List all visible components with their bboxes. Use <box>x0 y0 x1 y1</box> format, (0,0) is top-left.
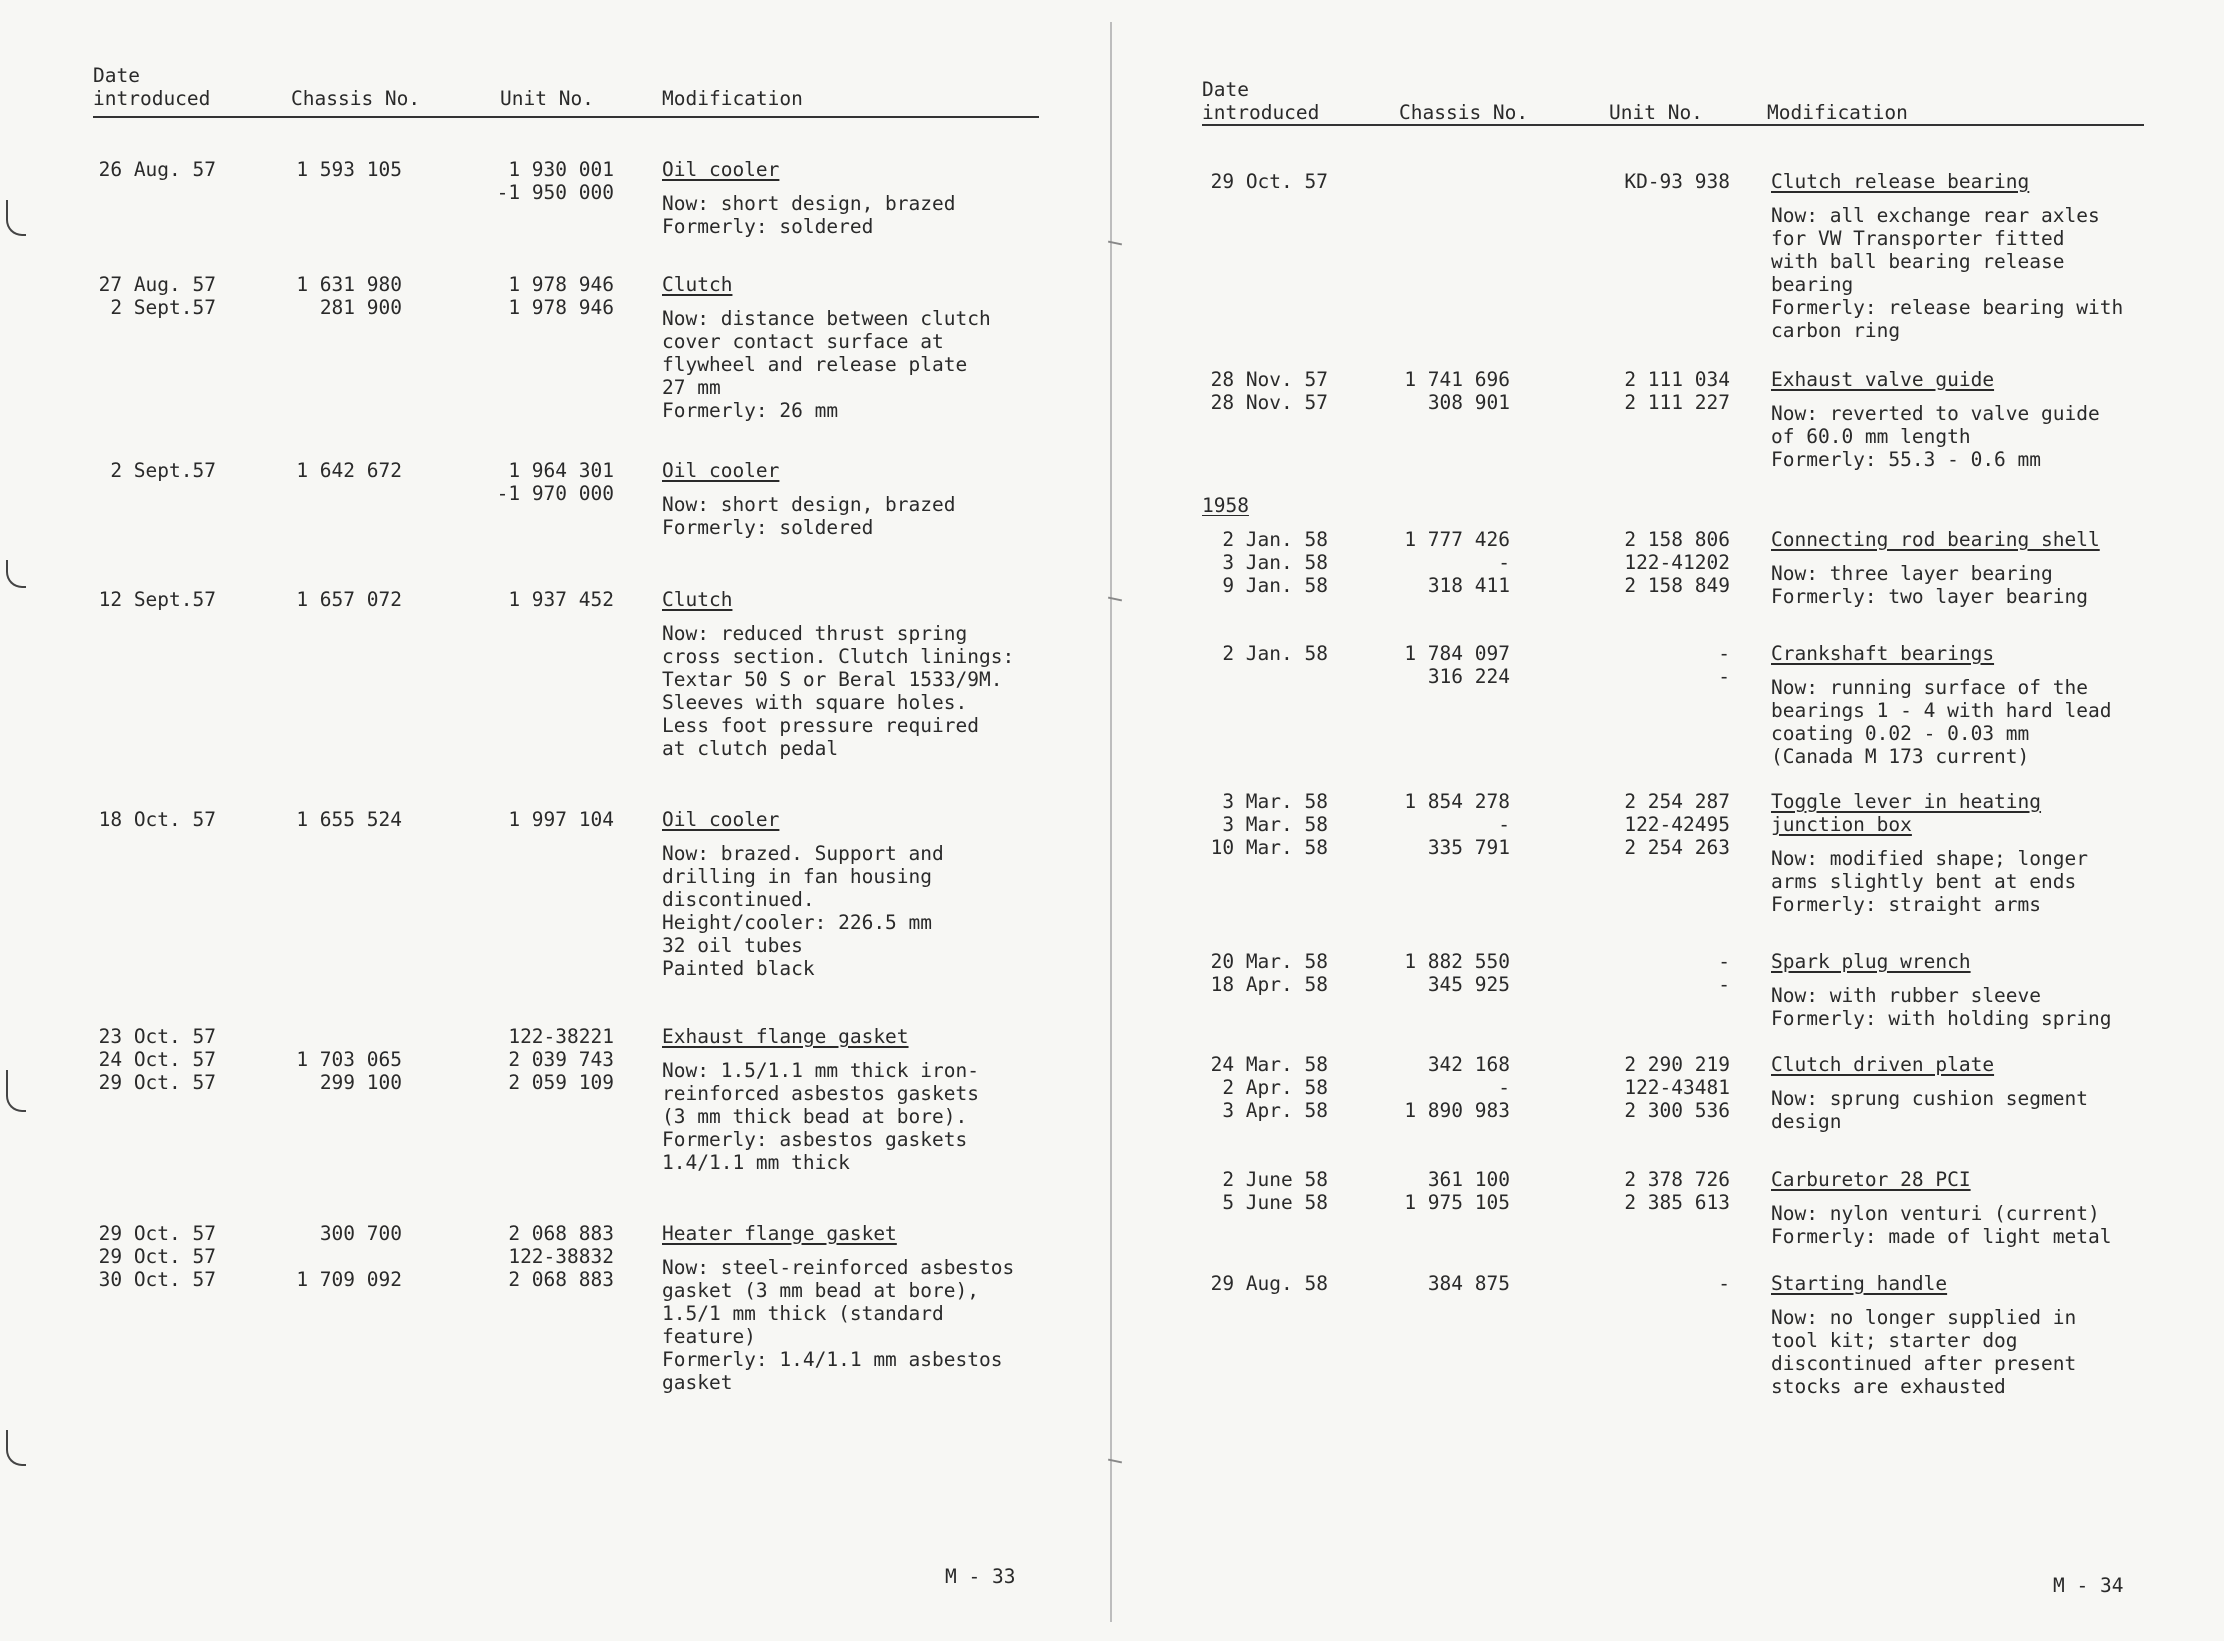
description-line: Formerly: 55.3 - 0.6 mm <box>1771 448 2042 471</box>
unit-cell <box>1590 528 1730 597</box>
modification-cell <box>1771 528 2201 608</box>
description-line: Formerly: asbestos gaskets <box>662 1128 968 1151</box>
description-line: bearings 1 - 4 with hard lead <box>1771 699 2112 722</box>
header-rule <box>93 116 1039 118</box>
modification-cell <box>1771 950 2201 1030</box>
chassis-cell <box>1390 1053 1510 1122</box>
chassis-number: 361 100 <box>1427 1168 1510 1191</box>
chassis-number: 345 925 <box>1427 973 1510 996</box>
chassis-cell <box>1390 950 1510 996</box>
modification-title: Oil cooler <box>662 808 780 831</box>
header-rule <box>1202 124 2144 126</box>
description-line: Now: no longer supplied in <box>1771 1306 2077 1329</box>
date-value: 3 Jan. 58 <box>1222 551 1328 574</box>
header-unit: Unit No. <box>500 87 594 110</box>
chassis-number: 299 100 <box>319 1071 402 1094</box>
date-cell <box>1190 1168 1328 1214</box>
unit-number: 2 068 883 <box>508 1222 614 1245</box>
description-line: Now: distance between clutch <box>662 307 991 330</box>
chassis-number: 1 642 672 <box>296 459 402 482</box>
description-line: Now: three layer bearing <box>1771 562 2053 585</box>
unit-cell <box>480 808 614 831</box>
date-value: 2 Apr. 58 <box>1222 1076 1328 1099</box>
date-value: 5 June 58 <box>1222 1191 1328 1214</box>
unit-cell <box>1590 1168 1730 1214</box>
description-line: design <box>1771 1110 1842 1133</box>
description-line: Formerly: made of light metal <box>1771 1225 2112 1248</box>
date-value: 28 Nov. 57 <box>1210 368 1328 391</box>
modification-title: Clutch release bearing <box>1771 170 2030 193</box>
chassis-number <box>280 1025 402 1048</box>
date-value: 26 Aug. 57 <box>98 158 216 181</box>
description-line: discontinued. <box>662 888 815 911</box>
unit-cell <box>480 459 614 505</box>
chassis-cell <box>1390 1272 1510 1295</box>
chassis-cell <box>280 1222 402 1291</box>
unit-number: 122-42495 <box>1624 813 1730 836</box>
header-date-line2: introduced <box>1202 101 1320 124</box>
description-line: coating 0.02 - 0.03 mm <box>1771 722 2030 745</box>
description-line: Now: brazed. Support and <box>662 842 944 865</box>
date-cell <box>80 588 216 611</box>
description-line: Now: sprung cushion segment <box>1771 1087 2088 1110</box>
modification-description <box>662 192 1082 238</box>
chassis-number: 300 700 <box>319 1222 402 1245</box>
page-number: M - 33 <box>945 1565 1016 1588</box>
chassis-number: 1 709 092 <box>296 1268 402 1291</box>
description-line: arms slightly bent at ends <box>1771 870 2077 893</box>
description-line: (3 mm thick bead at bore). <box>662 1105 968 1128</box>
unit-number: 2 068 883 <box>508 1268 614 1291</box>
description-line: (Canada M 173 current) <box>1771 745 2030 768</box>
modification-cell <box>662 1222 1082 1394</box>
date-value: 24 Mar. 58 <box>1210 1053 1328 1076</box>
date-cell <box>1190 950 1328 996</box>
chassis-number: 1 703 065 <box>296 1048 402 1071</box>
date-cell <box>1190 170 1328 193</box>
unit-number: - <box>1718 642 1730 665</box>
modification-cell <box>1771 642 2201 768</box>
description-line: bearing <box>1771 273 1854 296</box>
modification-description <box>662 1256 1082 1394</box>
chassis-cell <box>280 273 402 319</box>
modification-description <box>1771 204 2201 342</box>
header-date-line2: introduced <box>93 87 211 110</box>
modification-cell <box>662 588 1082 760</box>
right-page <box>1110 0 2224 1641</box>
date-value: 10 Mar. 58 <box>1210 836 1328 859</box>
modification-description <box>662 1059 1082 1174</box>
description-line: drilling in fan housing <box>662 865 933 888</box>
chassis-number: 1 854 278 <box>1404 790 1510 813</box>
unit-number: 122-38221 <box>508 1025 614 1048</box>
unit-number: -1 950 000 <box>496 181 614 204</box>
chassis-number: 318 411 <box>1427 574 1510 597</box>
unit-number: 2 254 263 <box>1624 836 1730 859</box>
description-line: at clutch pedal <box>662 737 839 760</box>
description-line: with ball bearing release <box>1771 250 2065 273</box>
unit-number: KD-93 938 <box>1624 170 1730 193</box>
chassis-cell <box>280 808 402 831</box>
modification-cell <box>1771 1168 2201 1248</box>
description-line: 1.5/1 mm thick (standard <box>662 1302 944 1325</box>
date-value: 28 Nov. 57 <box>1210 391 1328 414</box>
date-value: 23 Oct. 57 <box>98 1025 216 1048</box>
binder-hole-mark <box>6 1070 26 1112</box>
chassis-number: - <box>1498 551 1510 574</box>
description-line: 27 mm <box>662 376 721 399</box>
unit-number: 122-38832 <box>508 1245 614 1268</box>
modification-cell <box>662 808 1082 980</box>
description-line: gasket <box>662 1371 733 1394</box>
unit-number: 122-43481 <box>1624 1076 1730 1099</box>
modification-cell <box>1771 368 2201 471</box>
modification-title: Toggle lever in heating <box>1771 790 2042 813</box>
chassis-number: 384 875 <box>1427 1272 1510 1295</box>
modification-cell <box>1771 790 2201 916</box>
date-value: 2 June 58 <box>1222 1168 1328 1191</box>
modification-cell <box>662 1025 1082 1174</box>
unit-cell <box>1590 1272 1730 1295</box>
chassis-number: 1 784 097 <box>1404 642 1510 665</box>
description-line: Now: running surface of the <box>1771 676 2088 699</box>
description-line: Now: short design, brazed <box>662 192 956 215</box>
unit-number: 2 254 287 <box>1624 790 1730 813</box>
date-value: 20 Mar. 58 <box>1210 950 1328 973</box>
description-line: Formerly: straight arms <box>1771 893 2042 916</box>
description-line: Painted black <box>662 957 815 980</box>
unit-number: 2 039 743 <box>508 1048 614 1071</box>
chassis-number: 1 777 426 <box>1404 528 1510 551</box>
chassis-number: 316 224 <box>1427 665 1510 688</box>
date-cell <box>80 158 216 181</box>
unit-cell <box>480 588 614 611</box>
unit-number: 2 290 219 <box>1624 1053 1730 1076</box>
modification-title: Clutch driven plate <box>1771 1053 1995 1076</box>
modification-description <box>1771 562 2201 608</box>
modification-description <box>1771 676 2201 768</box>
modification-description <box>662 622 1082 760</box>
chassis-number: 308 901 <box>1427 391 1510 414</box>
chassis-number: 281 900 <box>319 296 402 319</box>
header-date <box>1202 78 1319 124</box>
modification-description <box>1771 1087 2201 1133</box>
chassis-number: - <box>1498 1076 1510 1099</box>
unit-cell <box>480 158 614 204</box>
description-line: Formerly: 1.4/1.1 mm asbestos <box>662 1348 1003 1371</box>
description-line: reinforced asbestos gaskets <box>662 1082 979 1105</box>
date-value: 29 Oct. 57 <box>98 1071 216 1094</box>
unit-number: 2 158 849 <box>1624 574 1730 597</box>
unit-cell <box>1590 1053 1730 1122</box>
date-cell <box>80 1025 216 1094</box>
description-line: for VW Transporter fitted <box>1771 227 2065 250</box>
chassis-cell <box>1390 368 1510 414</box>
chassis-number <box>1390 170 1510 193</box>
description-line: flywheel and release plate <box>662 353 968 376</box>
date-value: 30 Oct. 57 <box>98 1268 216 1291</box>
chassis-number: 1 882 550 <box>1404 950 1510 973</box>
description-line: Sleeves with square holes. <box>662 691 968 714</box>
description-line: 1.4/1.1 mm thick <box>662 1151 850 1174</box>
date-cell <box>1190 1053 1328 1122</box>
modification-title: Starting handle <box>1771 1272 1948 1295</box>
description-line: Now: modified shape; longer <box>1771 847 2088 870</box>
date-cell <box>1190 790 1328 859</box>
header-date-line1: Date <box>93 64 140 87</box>
modification-title: Clutch <box>662 273 733 296</box>
unit-number: 2 378 726 <box>1624 1168 1730 1191</box>
chassis-cell <box>1390 170 1510 193</box>
description-line: Formerly: soldered <box>662 516 874 539</box>
description-line: of 60.0 mm length <box>1771 425 1971 448</box>
unit-cell <box>480 1025 614 1094</box>
date-value: 2 Jan. 58 <box>1222 528 1328 551</box>
date-value: 29 Oct. 57 <box>98 1222 216 1245</box>
date-value: 27 Aug. 57 <box>98 273 216 296</box>
header-chassis: Chassis No. <box>291 87 421 110</box>
header-modification: Modification <box>662 87 803 110</box>
modification-title: Heater flange gasket <box>662 1222 897 1245</box>
description-line: gasket (3 mm bead at bore), <box>662 1279 979 1302</box>
date-value: 29 Oct. 57 <box>1210 170 1328 193</box>
unit-number: 2 111 227 <box>1624 391 1730 414</box>
modification-description <box>662 307 1082 422</box>
unit-cell <box>1590 368 1730 414</box>
description-line: Formerly: with holding spring <box>1771 1007 2112 1030</box>
unit-cell <box>1590 170 1730 193</box>
modification-title: Crankshaft bearings <box>1771 642 1995 665</box>
modification-cell <box>1771 1272 2201 1398</box>
unit-number: 1 937 452 <box>508 588 614 611</box>
date-value: 2 Sept.57 <box>110 296 216 319</box>
unit-number: 2 158 806 <box>1624 528 1730 551</box>
description-line: Now: nylon venturi (current) <box>1771 1202 2100 1225</box>
unit-cell <box>480 273 614 319</box>
description-line: Now: all exchange rear axles <box>1771 204 2100 227</box>
modification-title: Oil cooler <box>662 459 780 482</box>
year-label: 1958 <box>1202 494 1249 517</box>
unit-number: 1 930 001 <box>508 158 614 181</box>
chassis-number: 1 741 696 <box>1404 368 1510 391</box>
unit-number: - <box>1718 973 1730 996</box>
modification-description <box>1771 402 2201 471</box>
description-line: feature) <box>662 1325 756 1348</box>
date-cell <box>1190 1272 1328 1295</box>
description-line: cross section. Clutch linings: <box>662 645 1015 668</box>
description-line: Now: reverted to valve guide <box>1771 402 2100 425</box>
date-cell <box>80 808 216 831</box>
header-date <box>93 64 210 110</box>
description-line: discontinued after present <box>1771 1352 2077 1375</box>
chassis-cell <box>280 1025 402 1094</box>
unit-number: 122-41202 <box>1624 551 1730 574</box>
modification-description <box>1771 1306 2201 1398</box>
page-number: M - 34 <box>2053 1574 2124 1597</box>
modification-cell <box>662 459 1082 539</box>
modification-description <box>1771 1202 2201 1248</box>
date-cell <box>1190 642 1328 665</box>
description-line: Less foot pressure required <box>662 714 979 737</box>
date-value: 2 Jan. 58 <box>1222 642 1328 665</box>
date-value: 18 Oct. 57 <box>98 808 216 831</box>
unit-number: 1 964 301 <box>508 459 614 482</box>
modification-description <box>662 842 1082 980</box>
header-date-line1: Date <box>1202 78 1249 101</box>
modification-title: Spark plug wrench <box>1771 950 1971 973</box>
date-value: 29 Aug. 58 <box>1210 1272 1328 1295</box>
date-value: 24 Oct. 57 <box>98 1048 216 1071</box>
chassis-cell <box>280 459 402 482</box>
modification-title: junction box <box>1771 813 1912 836</box>
description-line: Height/cooler: 226.5 mm <box>662 911 933 934</box>
description-line: Now: steel-reinforced asbestos <box>662 1256 1015 1279</box>
chassis-number: 1 593 105 <box>296 158 402 181</box>
unit-number: - <box>1718 950 1730 973</box>
chassis-cell <box>280 588 402 611</box>
chassis-number: 335 791 <box>1427 836 1510 859</box>
modification-title: Exhaust valve guide <box>1771 368 1995 391</box>
date-cell <box>80 1222 216 1291</box>
unit-number: 2 059 109 <box>508 1071 614 1094</box>
chassis-cell <box>1390 528 1510 597</box>
description-line: Formerly: 26 mm <box>662 399 839 422</box>
description-line: carbon ring <box>1771 319 1901 342</box>
unit-cell <box>1590 790 1730 859</box>
description-line: Now: reduced thrust spring <box>662 622 968 645</box>
chassis-number: 1 655 524 <box>296 808 402 831</box>
unit-number: 2 111 034 <box>1624 368 1730 391</box>
header-chassis: Chassis No. <box>1399 101 1529 124</box>
date-cell <box>1190 368 1328 414</box>
description-line: stocks are exhausted <box>1771 1375 2006 1398</box>
chassis-number: 1 657 072 <box>296 588 402 611</box>
date-cell <box>80 273 216 319</box>
header-unit: Unit No. <box>1609 101 1703 124</box>
unit-number: 1 997 104 <box>508 808 614 831</box>
unit-cell <box>1590 950 1730 996</box>
date-value: 29 Oct. 57 <box>98 1245 216 1268</box>
chassis-number: 342 168 <box>1427 1053 1510 1076</box>
date-value: 18 Apr. 58 <box>1210 973 1328 996</box>
date-value: 2 Sept.57 <box>110 459 216 482</box>
chassis-number: 1 890 983 <box>1404 1099 1510 1122</box>
chassis-cell <box>1390 790 1510 859</box>
date-value: 3 Apr. 58 <box>1222 1099 1328 1122</box>
modification-cell <box>662 158 1082 238</box>
chassis-cell <box>1390 642 1510 688</box>
chassis-number: 1 975 105 <box>1404 1191 1510 1214</box>
unit-number: 2 300 536 <box>1624 1099 1730 1122</box>
date-cell <box>80 459 216 482</box>
header-modification: Modification <box>1767 101 1908 124</box>
chassis-cell <box>280 158 402 181</box>
modification-description <box>1771 984 2201 1030</box>
modification-cell <box>1771 1053 2201 1133</box>
description-line: Formerly: two layer bearing <box>1771 585 2088 608</box>
description-line: Now: short design, brazed <box>662 493 956 516</box>
unit-number: 1 978 946 <box>508 296 614 319</box>
unit-number: - <box>1718 1272 1730 1295</box>
modification-cell <box>662 273 1082 422</box>
date-value: 3 Mar. 58 <box>1222 790 1328 813</box>
left-page <box>0 0 1110 1641</box>
date-value: 3 Mar. 58 <box>1222 813 1328 836</box>
chassis-number: - <box>1498 813 1510 836</box>
modification-description <box>662 493 1082 539</box>
chassis-cell <box>1390 1168 1510 1214</box>
unit-number: 2 385 613 <box>1624 1191 1730 1214</box>
modification-cell <box>1771 170 2201 342</box>
description-line: Formerly: soldered <box>662 215 874 238</box>
modification-title: Oil cooler <box>662 158 780 181</box>
description-line: Now: with rubber sleeve <box>1771 984 2042 1007</box>
description-line: cover contact surface at <box>662 330 944 353</box>
date-value: 9 Jan. 58 <box>1222 574 1328 597</box>
modification-title: Clutch <box>662 588 733 611</box>
unit-number: -1 970 000 <box>496 482 614 505</box>
modification-title: Connecting rod bearing shell <box>1771 528 2100 551</box>
description-line: 32 oil tubes <box>662 934 803 957</box>
chassis-number <box>280 1245 402 1268</box>
date-value: 12 Sept.57 <box>98 588 216 611</box>
chassis-number: 1 631 980 <box>296 273 402 296</box>
description-line: Textar 50 S or Beral 1533/9M. <box>662 668 1003 691</box>
unit-number: - <box>1718 665 1730 688</box>
modification-title: Exhaust flange gasket <box>662 1025 909 1048</box>
unit-cell <box>480 1222 614 1291</box>
description-line: Formerly: release bearing with <box>1771 296 2124 319</box>
modification-description <box>1771 847 2201 916</box>
description-line: tool kit; starter dog <box>1771 1329 2018 1352</box>
unit-cell <box>1590 642 1730 688</box>
unit-number: 1 978 946 <box>508 273 614 296</box>
description-line: Now: 1.5/1.1 mm thick iron- <box>662 1059 979 1082</box>
modification-title: Carburetor 28 PCI <box>1771 1168 1971 1191</box>
date-cell <box>1190 528 1328 597</box>
